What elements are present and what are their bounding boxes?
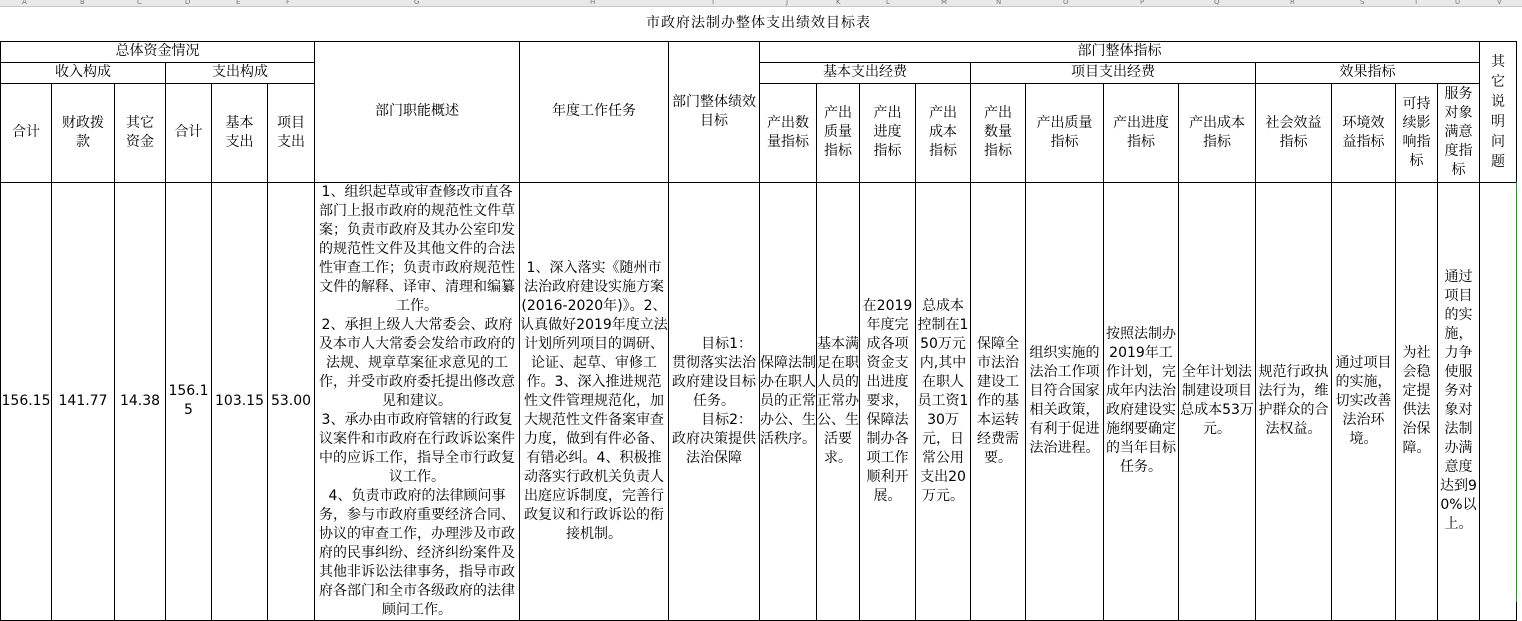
header-fund-overview[interactable]: 总体资金情况 <box>1 41 315 62</box>
page-title[interactable]: 市政府法制办整体支出绩效目标表 <box>1 6 1517 41</box>
column-letter[interactable]: M <box>941 0 948 6</box>
header-total-income[interactable]: 合计 <box>1 83 52 182</box>
column-letter[interactable]: H <box>590 0 596 6</box>
header-project-exp[interactable]: 项目支出 <box>268 83 315 182</box>
column-letter[interactable]: A <box>22 0 27 6</box>
header-income[interactable]: 收入构成 <box>1 62 166 83</box>
cell-b-quality[interactable]: 基本满足在职人员的正常办公、生活要求。 <box>817 182 860 620</box>
header-basic-exp[interactable]: 基本支出 <box>212 83 268 182</box>
column-letter[interactable]: N <box>996 0 1002 6</box>
column-letter[interactable]: T <box>1414 0 1419 6</box>
cell-b-progress[interactable]: 在2019年度完成各项资金支出进度要求，保障法制办各项工作顺利开展。 <box>860 182 916 620</box>
column-letter[interactable]: S <box>1360 0 1365 6</box>
header-remarks[interactable] <box>1480 41 1517 182</box>
cell-basic-exp[interactable]: 103.15 <box>212 182 268 620</box>
header-satisfaction[interactable]: 服务对象满意度指标 <box>1438 83 1480 182</box>
header-b-cost[interactable]: 产出成本指标 <box>916 83 971 182</box>
cell-total-expense[interactable]: 156.15 <box>166 182 212 620</box>
column-letter[interactable]: K <box>836 0 841 6</box>
header-env[interactable]: 环境效益指标 <box>1332 83 1396 182</box>
cell-function[interactable] <box>315 182 520 620</box>
column-letter[interactable]: I <box>712 0 715 6</box>
header-p-cost[interactable]: 产出成本指标 <box>1179 83 1256 182</box>
header-total-expense[interactable]: 合计 <box>166 83 212 182</box>
cell-annual-task[interactable]: 1、深入落实《随州市法治政府建设实施方案(2016-2020年)》。2、认真做好2019年度立法计划所列项目的调研、论证、起草、审修工作。3、深入推进规范性文件管理规范化，加大规范性文件备案审查力度，做到有件必备、有错必纠。4、积极推动落实行政机关负责人出庭应诉制度，完善行政复议和行政诉讼的衔接机制。 <box>520 182 669 620</box>
header-overall-goal[interactable]: 部门整体绩效目标 <box>669 41 760 182</box>
performance-table <box>0 6 1517 621</box>
header-function[interactable]: 部门职能概述 <box>315 41 520 182</box>
function-item: 4、负责市政府的法律顾问事务，参与市政府重要经济合同、协议的审查工作，办理涉及市政府的民事纠纷、经济纠纷案件及其他非诉讼法律事务，指导市政府各部门和全市各级政府的法律顾问工作。 <box>319 487 515 618</box>
header-social[interactable]: 社会效益指标 <box>1256 83 1332 182</box>
column-letter[interactable]: C <box>137 0 142 6</box>
column-letter[interactable]: B <box>80 0 85 6</box>
column-letter[interactable]: V <box>1497 0 1502 6</box>
header-b-quality[interactable]: 产出质量指标 <box>817 83 860 182</box>
cell-env[interactable]: 通过项目的实施，切实改善法治环境。 <box>1332 182 1396 620</box>
goal-1: 目标1：贯彻落实法治政府建设目标任务。 <box>672 335 756 409</box>
column-letter[interactable]: F <box>286 0 291 6</box>
cell-overall-goal[interactable] <box>669 182 760 620</box>
header-p-progress[interactable]: 产出进度指标 <box>1104 83 1179 182</box>
column-letter[interactable]: Q <box>1214 0 1220 6</box>
cell-satisfaction[interactable]: 通过项目的实施，力争使服务对象对法制办满意度达到90%以上。 <box>1438 182 1480 620</box>
function-item: 1、组织起草或审查修改市直各部门上报市政府的规范性文件草案；负责市政府及其办公室印发的规范性文件及其他文件的合法性审查工作；负责市政府规范性文件的解释、译审、清理和编纂工作。 <box>319 183 515 314</box>
cell-remarks[interactable] <box>1480 182 1517 620</box>
goal-2: 目标2：政府决策提供法治保障 <box>672 411 756 466</box>
header-b-qty[interactable]: 产出数量指标 <box>760 83 817 182</box>
function-item: 2、承担上级人大常委会、政府及本市人大常委会发给市政府的法规、规章草案征求意见的工作，并受市政府委托提出修改意见和建议。 <box>319 316 515 409</box>
header-project-funds[interactable]: 项目支出经费 <box>971 62 1256 83</box>
header-expense[interactable]: 支出构成 <box>166 62 315 83</box>
header-basic-funds[interactable]: 基本支出经费 <box>760 62 971 83</box>
column-letter[interactable]: R <box>1290 0 1295 6</box>
header-other-funds[interactable]: 其它资金 <box>115 83 166 182</box>
cell-sustain[interactable]: 为社会稳定提供法治保障。 <box>1396 182 1438 620</box>
header-fiscal[interactable]: 财政拨款 <box>52 83 115 182</box>
column-letter[interactable]: U <box>1455 0 1461 6</box>
column-letter[interactable]: G <box>414 0 420 6</box>
cell-project-exp[interactable]: 53.00 <box>268 182 315 620</box>
column-letter[interactable]: E <box>236 0 241 6</box>
cell-other-funds[interactable]: 14.38 <box>115 182 166 620</box>
column-letter[interactable]: L <box>886 0 890 6</box>
header-remarks-label: 其它说明问题 <box>1491 53 1505 170</box>
column-letter[interactable]: O <box>1063 0 1069 6</box>
cell-p-quality[interactable]: 组织实施的法治工作项目符合国家相关政策，有利于促进法治进程。 <box>1026 182 1104 620</box>
header-dept-indicators[interactable]: 部门整体指标 <box>760 41 1480 62</box>
selection-edge <box>1516 182 1519 602</box>
cell-b-cost[interactable]: 总成本控制在150万元内,其中在职人员工资130万元，日常公用支出20万元。 <box>916 182 971 620</box>
cell-p-progress[interactable]: 按照法制办2019年工作计划，完成年内法治政府建设实施纲要确定的当年目标任务。 <box>1104 182 1179 620</box>
cell-b-qty[interactable]: 保障法制办在职人员的正常办公、生活秩序。 <box>760 182 817 620</box>
header-p-quality[interactable]: 产出质量指标 <box>1026 83 1104 182</box>
header-p-qty[interactable]: 产出数量指标 <box>971 83 1026 182</box>
cell-fiscal[interactable]: 141.77 <box>52 182 115 620</box>
cell-social[interactable]: 规范行政执法行为，维护群众的合法权益。 <box>1256 182 1332 620</box>
header-effect[interactable]: 效果指标 <box>1256 62 1480 83</box>
header-annual-task[interactable]: 年度工作任务 <box>520 41 669 182</box>
function-item: 3、承办由市政府管辖的行政复议案件和市政府在行政诉讼案件中的应诉工作，指导全市行政复议工作。 <box>319 411 515 485</box>
cell-p-cost[interactable]: 全年计划法制建设项目总成本53万元。 <box>1179 182 1256 620</box>
header-b-progress[interactable]: 产出进度指标 <box>860 83 916 182</box>
column-letter[interactable]: J <box>786 0 789 6</box>
column-letter[interactable]: P <box>1140 0 1145 6</box>
cell-total-income[interactable]: 156.15 <box>1 182 52 620</box>
column-letter[interactable]: D <box>185 0 191 6</box>
cell-p-qty[interactable]: 保障全市法治建设工作的基本运转经费需要。 <box>971 182 1026 620</box>
header-sustain[interactable]: 可持续影响指标 <box>1396 83 1438 182</box>
